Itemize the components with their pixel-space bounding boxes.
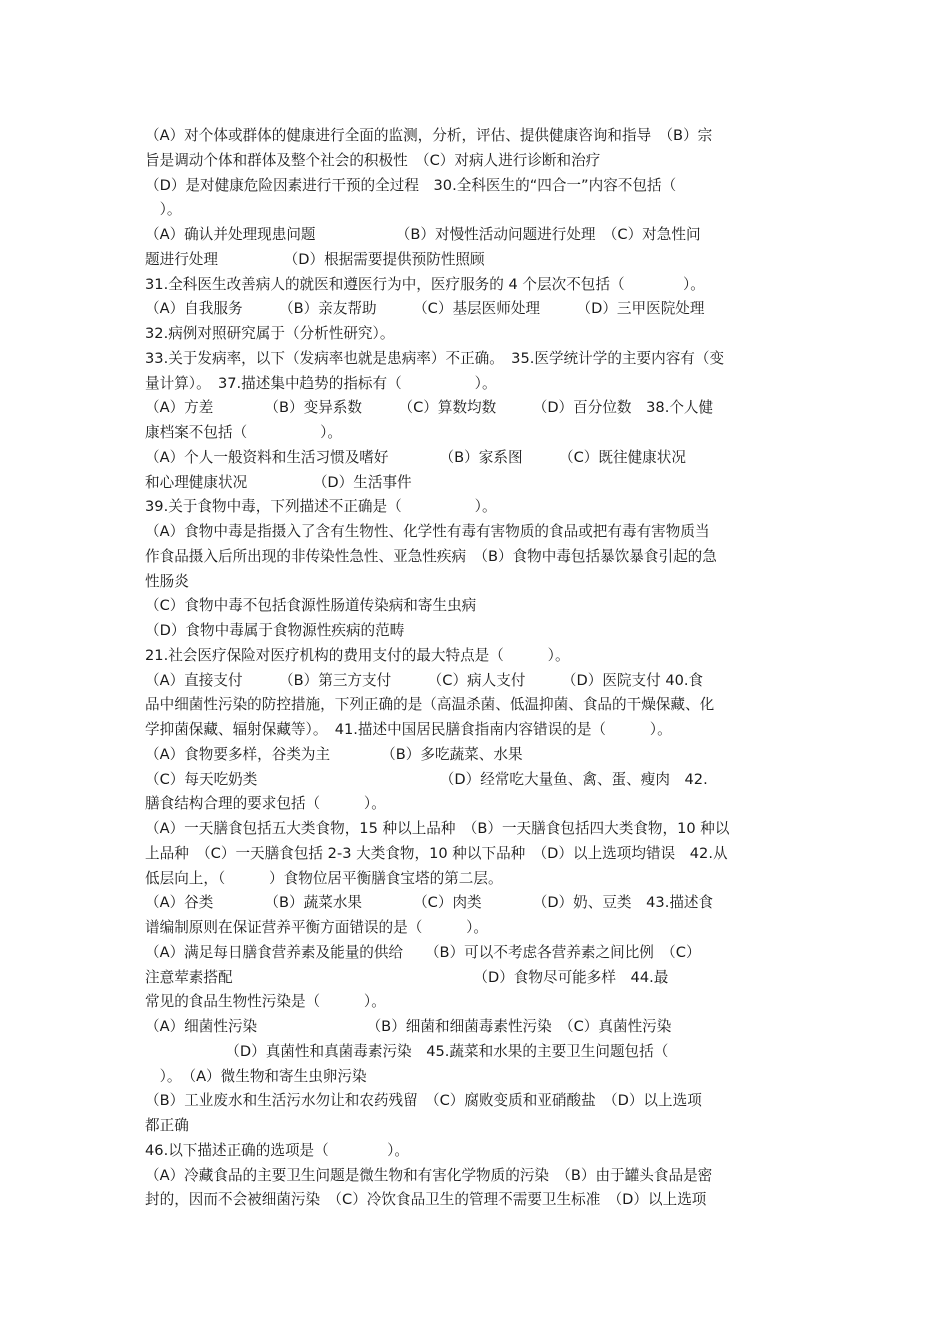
text-line: （A）谷类 （B）蔬菜水果 （C）肉类 （D）奶、豆类 43.描述食 [145,894,714,912]
text-line: 题进行处理 （D）根据需要提供预防性照顾 [145,250,485,268]
text-line: 膳食结构合理的要求包括（ ）。 [145,795,386,813]
text-line: （B）工业废水和生活污水勿让和农药残留 （C）腐败变质和亚硝酸盐 （D）以上选项 [145,1092,702,1110]
text-line: 作食品摄入后所出现的非传染性急性、亚急性疾病 （B）食物中毒包括暴饮暴食引起的急 [145,547,717,565]
text-line: 46.以下描述正确的选项是（ ）。 [145,1141,410,1159]
text-line: 和心理健康状况 （D）生活事件 [145,473,412,491]
text-line: （C）食物中毒不包括食源性肠道传染病和寄生虫病 [145,597,477,615]
text-line: 21.社会医疗保险对医疗机构的费用支付的最大特点是（ ）。 [145,646,570,664]
text-line: （A）食物要多样，谷类为主 （B）多吃蔬菜、水果 [145,745,523,763]
text-line: （D）食物中毒属于食物源性疾病的范畴 [145,622,405,639]
text-line: （D）真菌性和真菌毒素污染 45.蔬菜和水果的主要卫生问题包括（ [145,1042,669,1060]
text-line: 31.全科医生改善病人的就医和遵医行为中，医疗服务的 4 个层次不包括（ ）。 [145,275,705,293]
text-line: 32.病例对照研究属于（分析性研究）。 [145,325,395,342]
text-line: 33.关于发病率，以下（发病率也就是患病率）不正确。 35.医学统计学的主要内容有（变 [145,349,725,367]
text-line: （A）细菌性污染 （B）细菌和细菌毒素性污染 （C）真菌性污染 [145,1018,672,1035]
text-line: 量计算）。 37.描述集中趋势的指标有（ ）。 [145,374,497,392]
text-line: （C）每天吃奶类 （D）经常吃大量鱼、禽、蛋、瘦肉 42. [145,770,708,788]
text-line: 都正确 [145,1117,189,1134]
text-line: （A）一天膳食包括五大类食物，15 种以上品种 （B）一天膳食包括四大类食物，10 种以 [145,820,730,837]
text-line: （A）确认并处理现患问题 （B）对慢性活动问题进行处理 （C）对急性问 [145,226,701,243]
text-line: 康档案不包括（ ）。 [145,424,343,441]
document-body [145,124,810,1213]
text-line: 注意荤素搭配 （D）食物尽可能多样 44.最 [145,968,669,986]
text-line: 封的，因而不会被细菌污染 （C）冷饮食品卫生的管理不需要卫生标准 （D）以上选项 [145,1191,707,1209]
text-line: （D）是对健康危险因素进行干预的全过程 30.全科医生的“四合一”内容不包括（ [145,176,677,194]
text-line: （A）食物中毒是指摄入了含有生物性、化学性有毒有害物质的食品或把有毒有害物质当 [145,523,710,540]
text-line: （A）冷藏食品的主要卫生问题是微生物和有害化学物质的污染 （B）由于罐头食品是密 [145,1166,713,1184]
text-line: （A）满足每日膳食营养素及能量的供给 （B）可以不考虑各营养素之间比例 （C） [145,943,701,961]
text-line: （A）直接支付 （B）第三方支付 （C）病人支付 （D）医院支付 40.食 [145,671,704,689]
text-line: 常见的食品生物性污染是（ ）。 [145,993,386,1011]
text-line: ）。 [145,201,182,219]
text-line: 低层向上，（ ）食物位居平衡膳食宝塔的第二层。 [145,869,503,887]
text-line: （A）个人一般资料和生活习惯及嗜好 （B）家系图 （C）既往健康状况 [145,448,686,466]
text-line: （A）对个体或群体的健康进行全面的监测，分析，评估、提供健康咨询和指导 （B）宗 [145,127,713,144]
text-line: 39.关于食物中毒，下列描述不正确是（ ）。 [145,498,497,516]
text-line: 上品种 （C）一天膳食包括 2-3 大类食物，10 种以下品种 （D）以上选项均错误 42.从 [145,844,728,862]
text-line: 学抑菌保藏、辐射保藏等）。 41.描述中国居民膳食指南内容错误的是（ ）。 [145,721,672,738]
text-line: 性肠炎 [145,572,189,590]
text-line: 旨是调动个体和群体及整个社会的积极性 （C）对病人进行诊断和治疗 [145,151,601,169]
text-line: ）。 （A）微生物和寄生虫卵污染 [145,1067,367,1085]
text-line: （A）自我服务 （B）亲友帮助 （C）基层医师处理 （D）三甲医院处理 [145,300,705,318]
text-line: 品中细菌性污染的防控措施，下列正确的是（高温杀菌、低温抑菌、食品的干燥保藏、化 [145,696,715,714]
text-line: （A）方差 （B）变异系数 （C）算数均数 （D）百分位数 38.个人健 [145,399,714,417]
text-line: 谱编制原则在保证营养平衡方面错误的是（ ）。 [145,919,488,936]
